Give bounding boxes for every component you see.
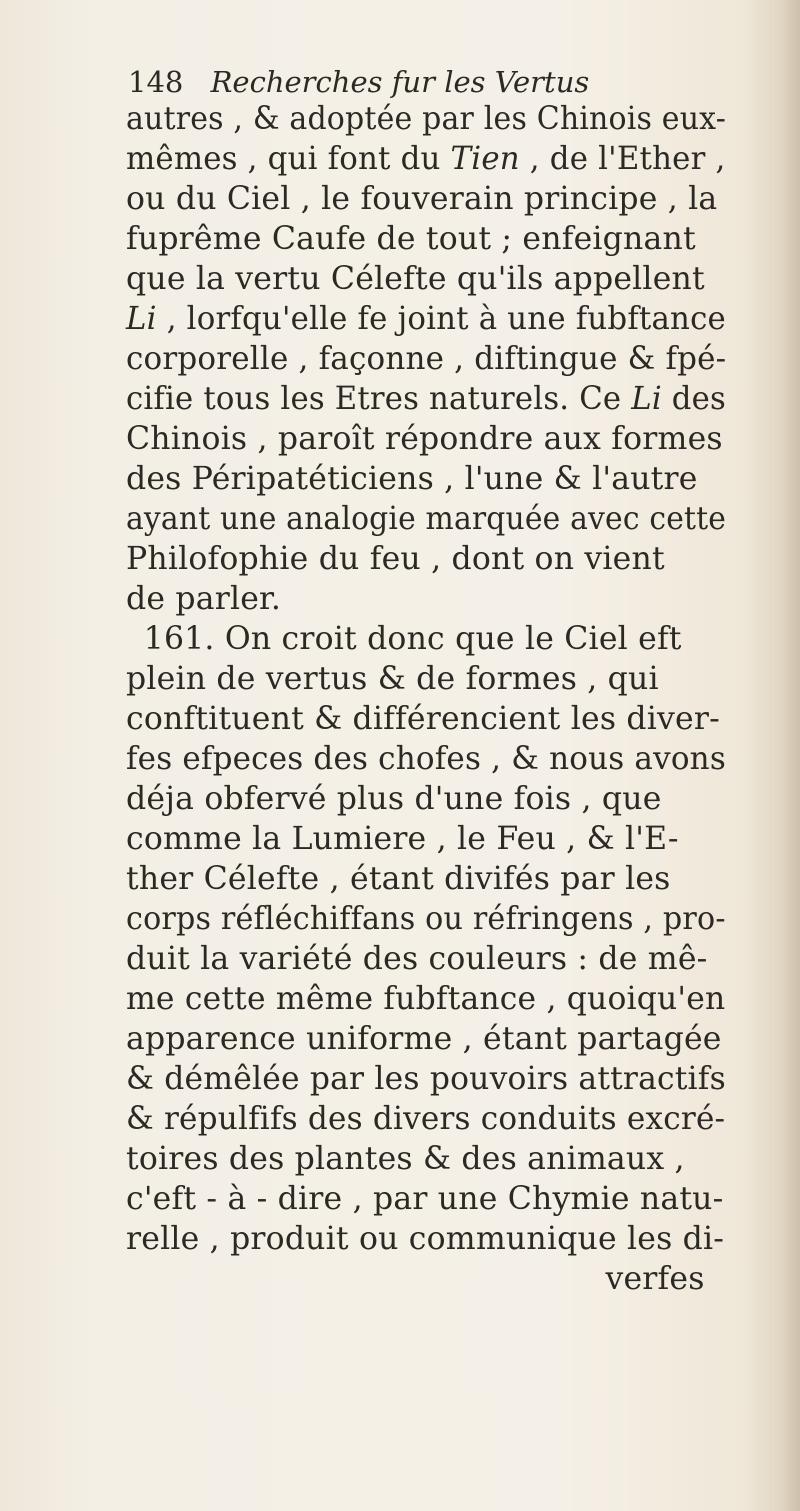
running-title: Recherches fur les Vertus (210, 65, 590, 99)
text-line: mêmes , qui font du Tien , de l'Ether , (126, 139, 726, 177)
text-line: & démêlée par les pouvoirs attractifs (126, 1059, 726, 1097)
text-line: apparence uniforme , étant partagée (126, 1019, 722, 1057)
text-line: Philofophie du feu , dont on vient (126, 539, 665, 577)
paragraph-start-line: 161. On croit donc que le Ciel eft (143, 619, 682, 657)
page-edge-shadow (782, 0, 800, 1511)
text-line: toires des plantes & des animaux , (126, 1139, 685, 1177)
text-line: Li , lorfqu'elle fe joint à une fubftance (126, 299, 726, 337)
text-line: fuprême Caufe de tout ; enfeignant (126, 219, 696, 257)
catchword: verfes (605, 1259, 705, 1297)
text-line: déja obfervé plus d'une fois , que (126, 779, 662, 817)
text-line: comme la Lumiere , le Feu , & l'E- (126, 819, 679, 857)
text-line: des Péripatéticiens , l'une & l'autre (126, 459, 698, 497)
text-line: corps réfléchiffans ou réfringens , pro- (126, 899, 726, 937)
text-line: plein de vertus & de formes , qui (126, 659, 659, 697)
text-line: cifie tous les Etres naturels. Ce Li des (126, 379, 726, 417)
text-line: de parler. (126, 579, 282, 617)
text-line: autres , & adoptée par les Chinois eux- (126, 99, 727, 137)
page-number: 148 (128, 65, 184, 99)
text-line: ther Célefte , étant divifés par les (126, 859, 671, 897)
text-line: me cette même fubftance , quoiqu'en (126, 979, 726, 1017)
text-line: que la vertu Célefte qu'ils appellent (126, 259, 705, 297)
body-text (126, 98, 736, 1298)
text-line: c'eft - à - dire , par une Chymie natu- (126, 1179, 724, 1217)
text-line: relle , produit ou communique les di- (126, 1219, 725, 1257)
text-line: ou du Ciel , le fouverain principe , la (126, 179, 718, 217)
text-line: Chinois , paroît répondre aux formes (126, 419, 723, 457)
text-line: & répulfifs des divers conduits excré- (126, 1099, 726, 1137)
text-line: duit la variété des couleurs : de mê- (126, 939, 708, 977)
text-line: fes efpeces des chofes , & nous avons (126, 739, 726, 777)
page-header (128, 62, 648, 102)
text-line: conftituent & différencient les diver- (126, 699, 720, 737)
text-line: corporelle , façonne , diftingue & fpé- (126, 339, 727, 377)
text-line: ayant une analogie marquée avec cette (126, 499, 727, 537)
